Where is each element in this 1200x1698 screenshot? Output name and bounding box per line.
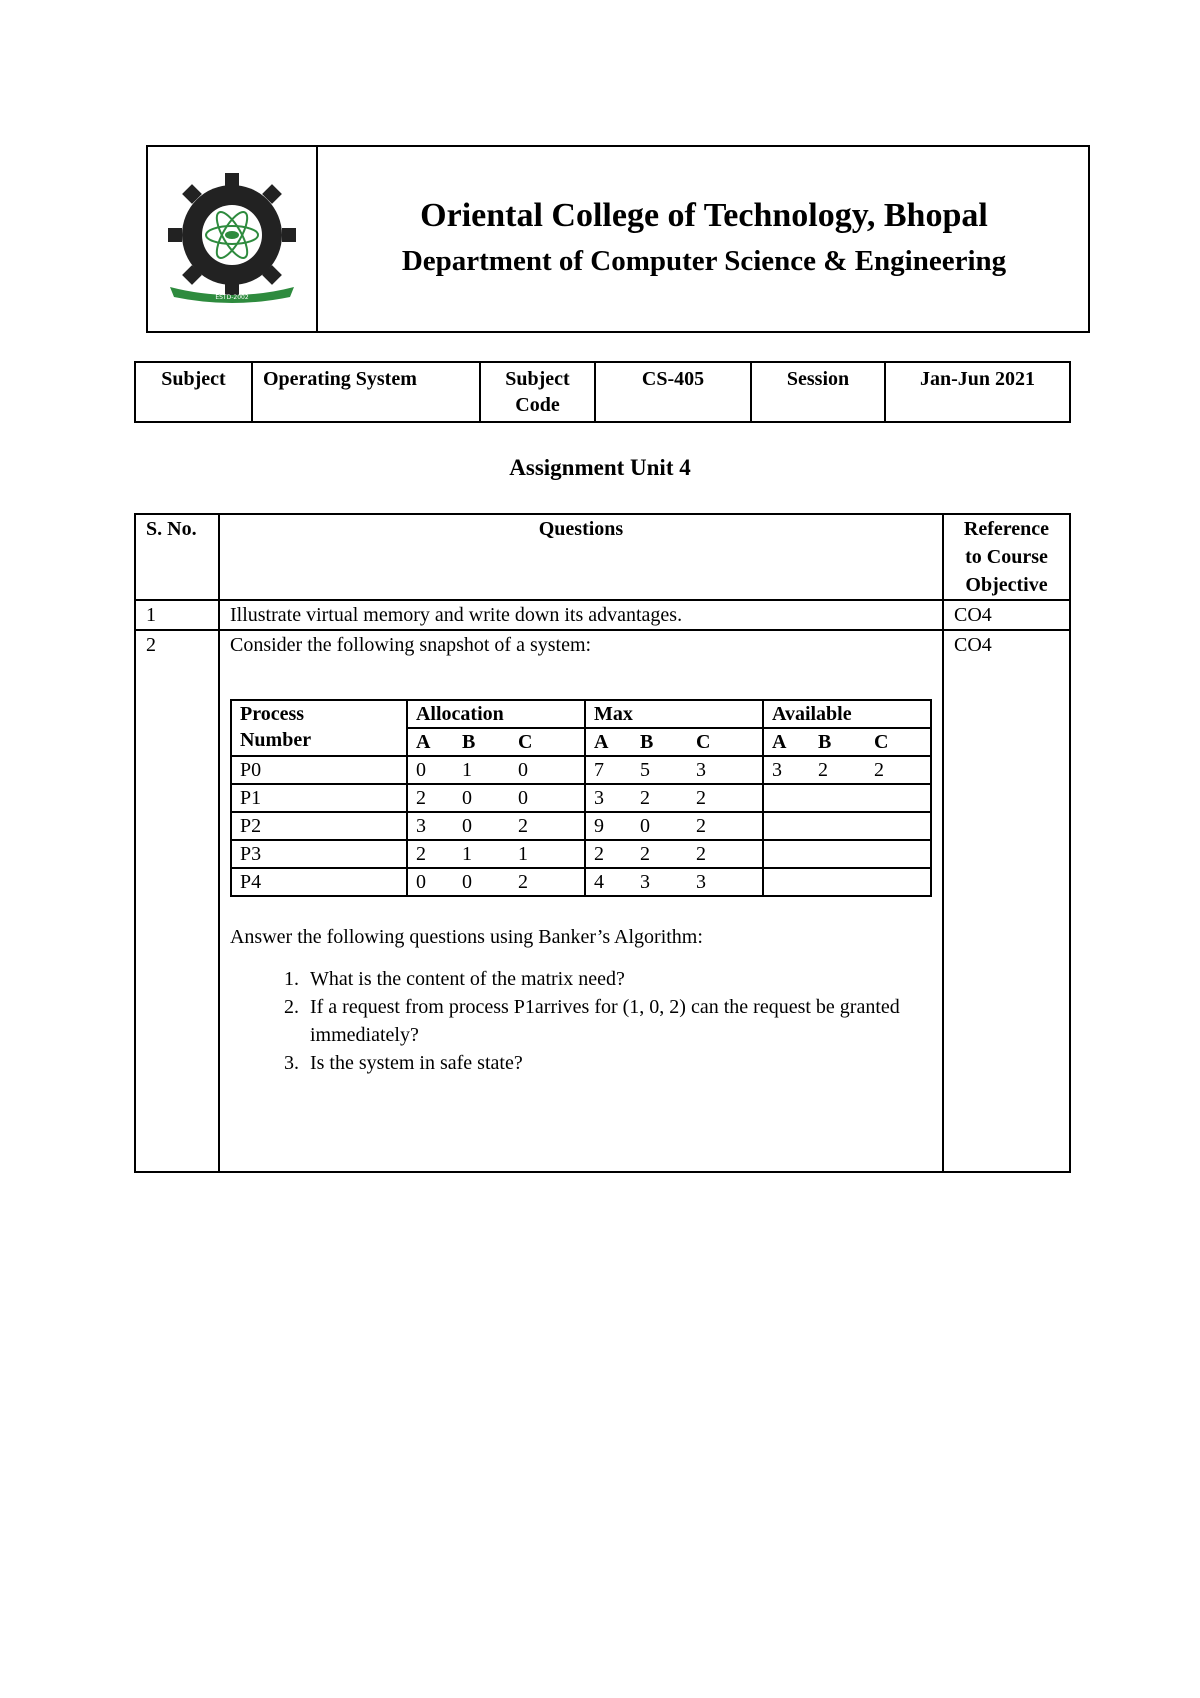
process-id: P3 <box>231 840 407 868</box>
value: 0 <box>415 871 426 893</box>
value: 0 <box>461 871 472 893</box>
available-values <box>763 756 931 784</box>
table-row <box>135 600 1070 630</box>
allocation-header: Allocation <box>407 700 585 728</box>
value: 1 <box>461 843 472 865</box>
allocation-resources <box>407 728 585 756</box>
process-number-header-line2: Number <box>239 729 312 751</box>
row-question: Illustrate virtual memory and write down its advantages. <box>219 600 943 630</box>
allocation-values <box>407 784 585 812</box>
value: 3 <box>771 759 782 781</box>
available-values <box>763 840 931 868</box>
available-values <box>763 784 931 812</box>
row-sno: 2 <box>135 630 219 1172</box>
allocation-values <box>407 840 585 868</box>
department-name: Department of Computer Science & Engineering <box>401 245 1007 277</box>
value: 2 <box>517 815 528 837</box>
value: 4 <box>593 871 604 893</box>
process-id: P0 <box>231 756 407 784</box>
row-question: Consider the following snapshot of a system: <box>229 634 592 656</box>
value: 9 <box>593 815 604 837</box>
value: 2 <box>695 843 706 865</box>
value: 2 <box>517 871 528 893</box>
sub-question-list <box>230 965 932 1077</box>
process-number-header <box>231 700 407 756</box>
available-resources <box>763 728 931 756</box>
available-values <box>763 812 931 840</box>
value: 2 <box>639 843 650 865</box>
table-row <box>135 630 1070 1172</box>
res-b: B <box>639 731 654 753</box>
value: 1 <box>517 843 528 865</box>
allocation-values <box>407 868 585 896</box>
session-label: Session <box>751 362 885 422</box>
questions-header: Questions <box>219 514 943 600</box>
value: 2 <box>593 843 604 865</box>
allocation-values <box>407 756 585 784</box>
res-a: A <box>415 731 431 753</box>
max-values <box>585 840 763 868</box>
assignment-title: Assignment Unit 4 <box>509 455 691 480</box>
session-value: Jan-Jun 2021 <box>885 362 1070 422</box>
res-a: A <box>771 731 787 753</box>
process-row <box>231 868 931 896</box>
value: 2 <box>873 759 884 781</box>
res-c: C <box>695 731 711 753</box>
res-b: B <box>461 731 476 753</box>
value: 2 <box>415 843 426 865</box>
row-reference: CO4 <box>943 630 1070 1172</box>
allocation-values <box>407 812 585 840</box>
reference-header-line3: Objective <box>965 574 1048 596</box>
available-values <box>763 868 931 896</box>
process-id: P2 <box>231 812 407 840</box>
table-header-row <box>135 514 1070 600</box>
max-values <box>585 812 763 840</box>
answer-intro: Answer the following questions using Banker’s Algorithm: <box>229 926 703 948</box>
reference-header-line1: Reference <box>963 518 1050 540</box>
value: 0 <box>415 759 426 781</box>
process-header-row <box>231 700 931 728</box>
college-logo-icon <box>162 169 302 309</box>
subject-label: Subject <box>135 362 252 422</box>
list-item: 2. If a request from process P1arrives for (1, 0, 2) can the request be granted immediately? <box>304 993 932 1049</box>
value: 3 <box>695 759 706 781</box>
value: 2 <box>415 787 426 809</box>
subject-code-label-line1: Subject <box>505 368 570 390</box>
process-id: P1 <box>231 784 407 812</box>
subject-code-label-line2: Code <box>515 394 560 416</box>
value: 2 <box>695 787 706 809</box>
header-divider <box>316 147 318 331</box>
reference-header-line2: to Course <box>965 546 1048 568</box>
max-resources <box>585 728 763 756</box>
process-number-header-line1: Process <box>239 703 305 725</box>
header-box <box>146 145 1090 333</box>
value: 2 <box>817 759 828 781</box>
value: 3 <box>695 871 706 893</box>
value: 2 <box>639 787 650 809</box>
value: 0 <box>639 815 650 837</box>
max-values <box>585 756 763 784</box>
reference-header <box>943 514 1070 600</box>
row-reference: CO4 <box>943 600 1070 630</box>
value: 3 <box>593 787 604 809</box>
process-id: P4 <box>231 868 407 896</box>
value: 3 <box>639 871 650 893</box>
subject-value: Operating System <box>252 362 480 422</box>
value: 0 <box>517 787 528 809</box>
process-row <box>231 756 931 784</box>
subject-table <box>134 361 1071 423</box>
logo-ribbon-text: ESTD-2002 <box>215 294 249 301</box>
process-table <box>230 699 932 897</box>
res-c: C <box>517 731 533 753</box>
value: 2 <box>695 815 706 837</box>
res-b: B <box>817 731 832 753</box>
available-header: Available <box>763 700 931 728</box>
questions-table <box>134 513 1071 1173</box>
value: 0 <box>461 815 472 837</box>
row-question-cell <box>219 630 943 1172</box>
max-header: Max <box>585 700 763 728</box>
res-a: A <box>593 731 609 753</box>
row-sno: 1 <box>135 600 219 630</box>
subject-code-label <box>480 362 595 422</box>
subject-code-value: CS-405 <box>595 362 751 422</box>
res-c: C <box>873 731 889 753</box>
process-row <box>231 784 931 812</box>
list-item: 3. Is the system in safe state? <box>304 1049 932 1077</box>
value: 1 <box>461 759 472 781</box>
value: 7 <box>593 759 604 781</box>
value: 3 <box>415 815 426 837</box>
college-name: Oriental College of Technology, Bhopal <box>420 197 988 234</box>
process-row <box>231 840 931 868</box>
max-values <box>585 868 763 896</box>
value: 0 <box>517 759 528 781</box>
list-item: 1. What is the content of the matrix need? <box>304 965 932 993</box>
value: 0 <box>461 787 472 809</box>
sno-header: S. No. <box>135 514 219 600</box>
value: 5 <box>639 759 650 781</box>
process-row <box>231 812 931 840</box>
max-values <box>585 784 763 812</box>
